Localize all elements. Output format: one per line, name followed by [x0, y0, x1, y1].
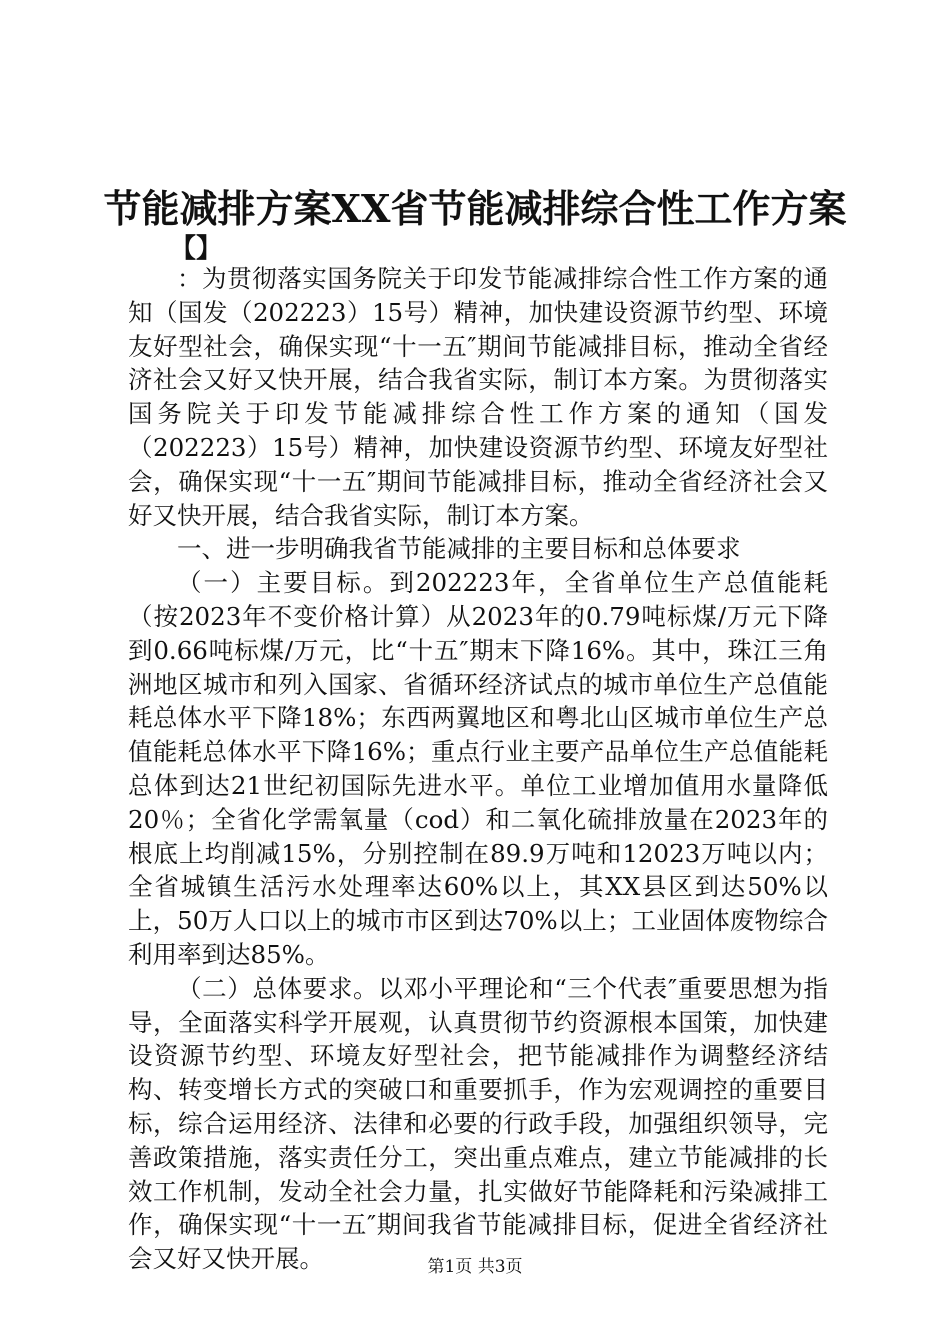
section-heading: 一、进一步明确我省节能减排的主要目标和总体要求	[177, 534, 741, 564]
paragraph-main-goals: （一）主要目标。到202223年，全省单位生产总值能耗（按2023年不变价格计算）从2023年的0.79吨标煤/万元下降到0.66吨标煤/万元，比“十五″期末下降16%。其中，珠江三角洲地区城市和列入国家、省循环经济试点的城市单位生产总值能耗总体水平下降18%；东西两翼地区和粤北山区城市单位生产总值能耗总体水平下降16%；重点行业主要产品单位生产总值能耗总体到达21世纪初国际先进水平。单位工业增加值用水量降低20％；全省化学需氧量（cod）和二氧化硫排放量在2023年的根底上均削减15%，分别控制在89.9万吨和12023万吨以内；全省城镇生活污水处理率达60%以上，其XX县区到达50%以上，50万人口以上的城市市区到达70%以上；工业固体废物综合利用率到达85%。	[128, 568, 828, 969]
paragraph-intro: ：为贯彻落实国务院关于印发节能减排综合性工作方案的通知（国发（202223）15号）精神，加快建设资源节约型、环境友好型社会，确保实现“十一五″期间节能减排目标，推动全省经济社会又好又快开展，结合我省实际，制订本方案。为贯彻落实国务院关于印发节能减排综合性工作方案的通知（国发（202223）15号）精神，加快建设资源节约型、环境友好型社会，确保实现“十一五″期间节能减排目标，推动全省经济社会又好又快开展，结合我省实际，制订本方案。	[128, 264, 828, 530]
page-footer: 第1页 共3页	[427, 1257, 523, 1277]
title-bracket: 【】	[170, 234, 223, 264]
paragraph-overall-requirements: （二）总体要求。以邓小平理论和“三个代表″重要思想为指导，全面落实科学开展观，认真贯彻节约资源根本国策，加快建设资源节约型、环境友好型社会，把节能减排作为调整经济结构、转变增长方式的突破口和重要抓手，作为宏观调控的重要目标，综合运用经济、法律和必要的行政手段，加强组织领导，完善政策措施，落实责任分工，突出重点难点，建立节能减排的长效工作机制，发动全社会力量，扎实做好节能降耗和污染减排工作，确保实现“十一五″期间我省节能减排目标，促进全省经济社会又好又快开展。	[128, 973, 828, 1274]
document-body	[128, 262, 828, 1276]
document-title: 节能减排方案XX省节能减排综合性工作方案	[103, 186, 847, 231]
